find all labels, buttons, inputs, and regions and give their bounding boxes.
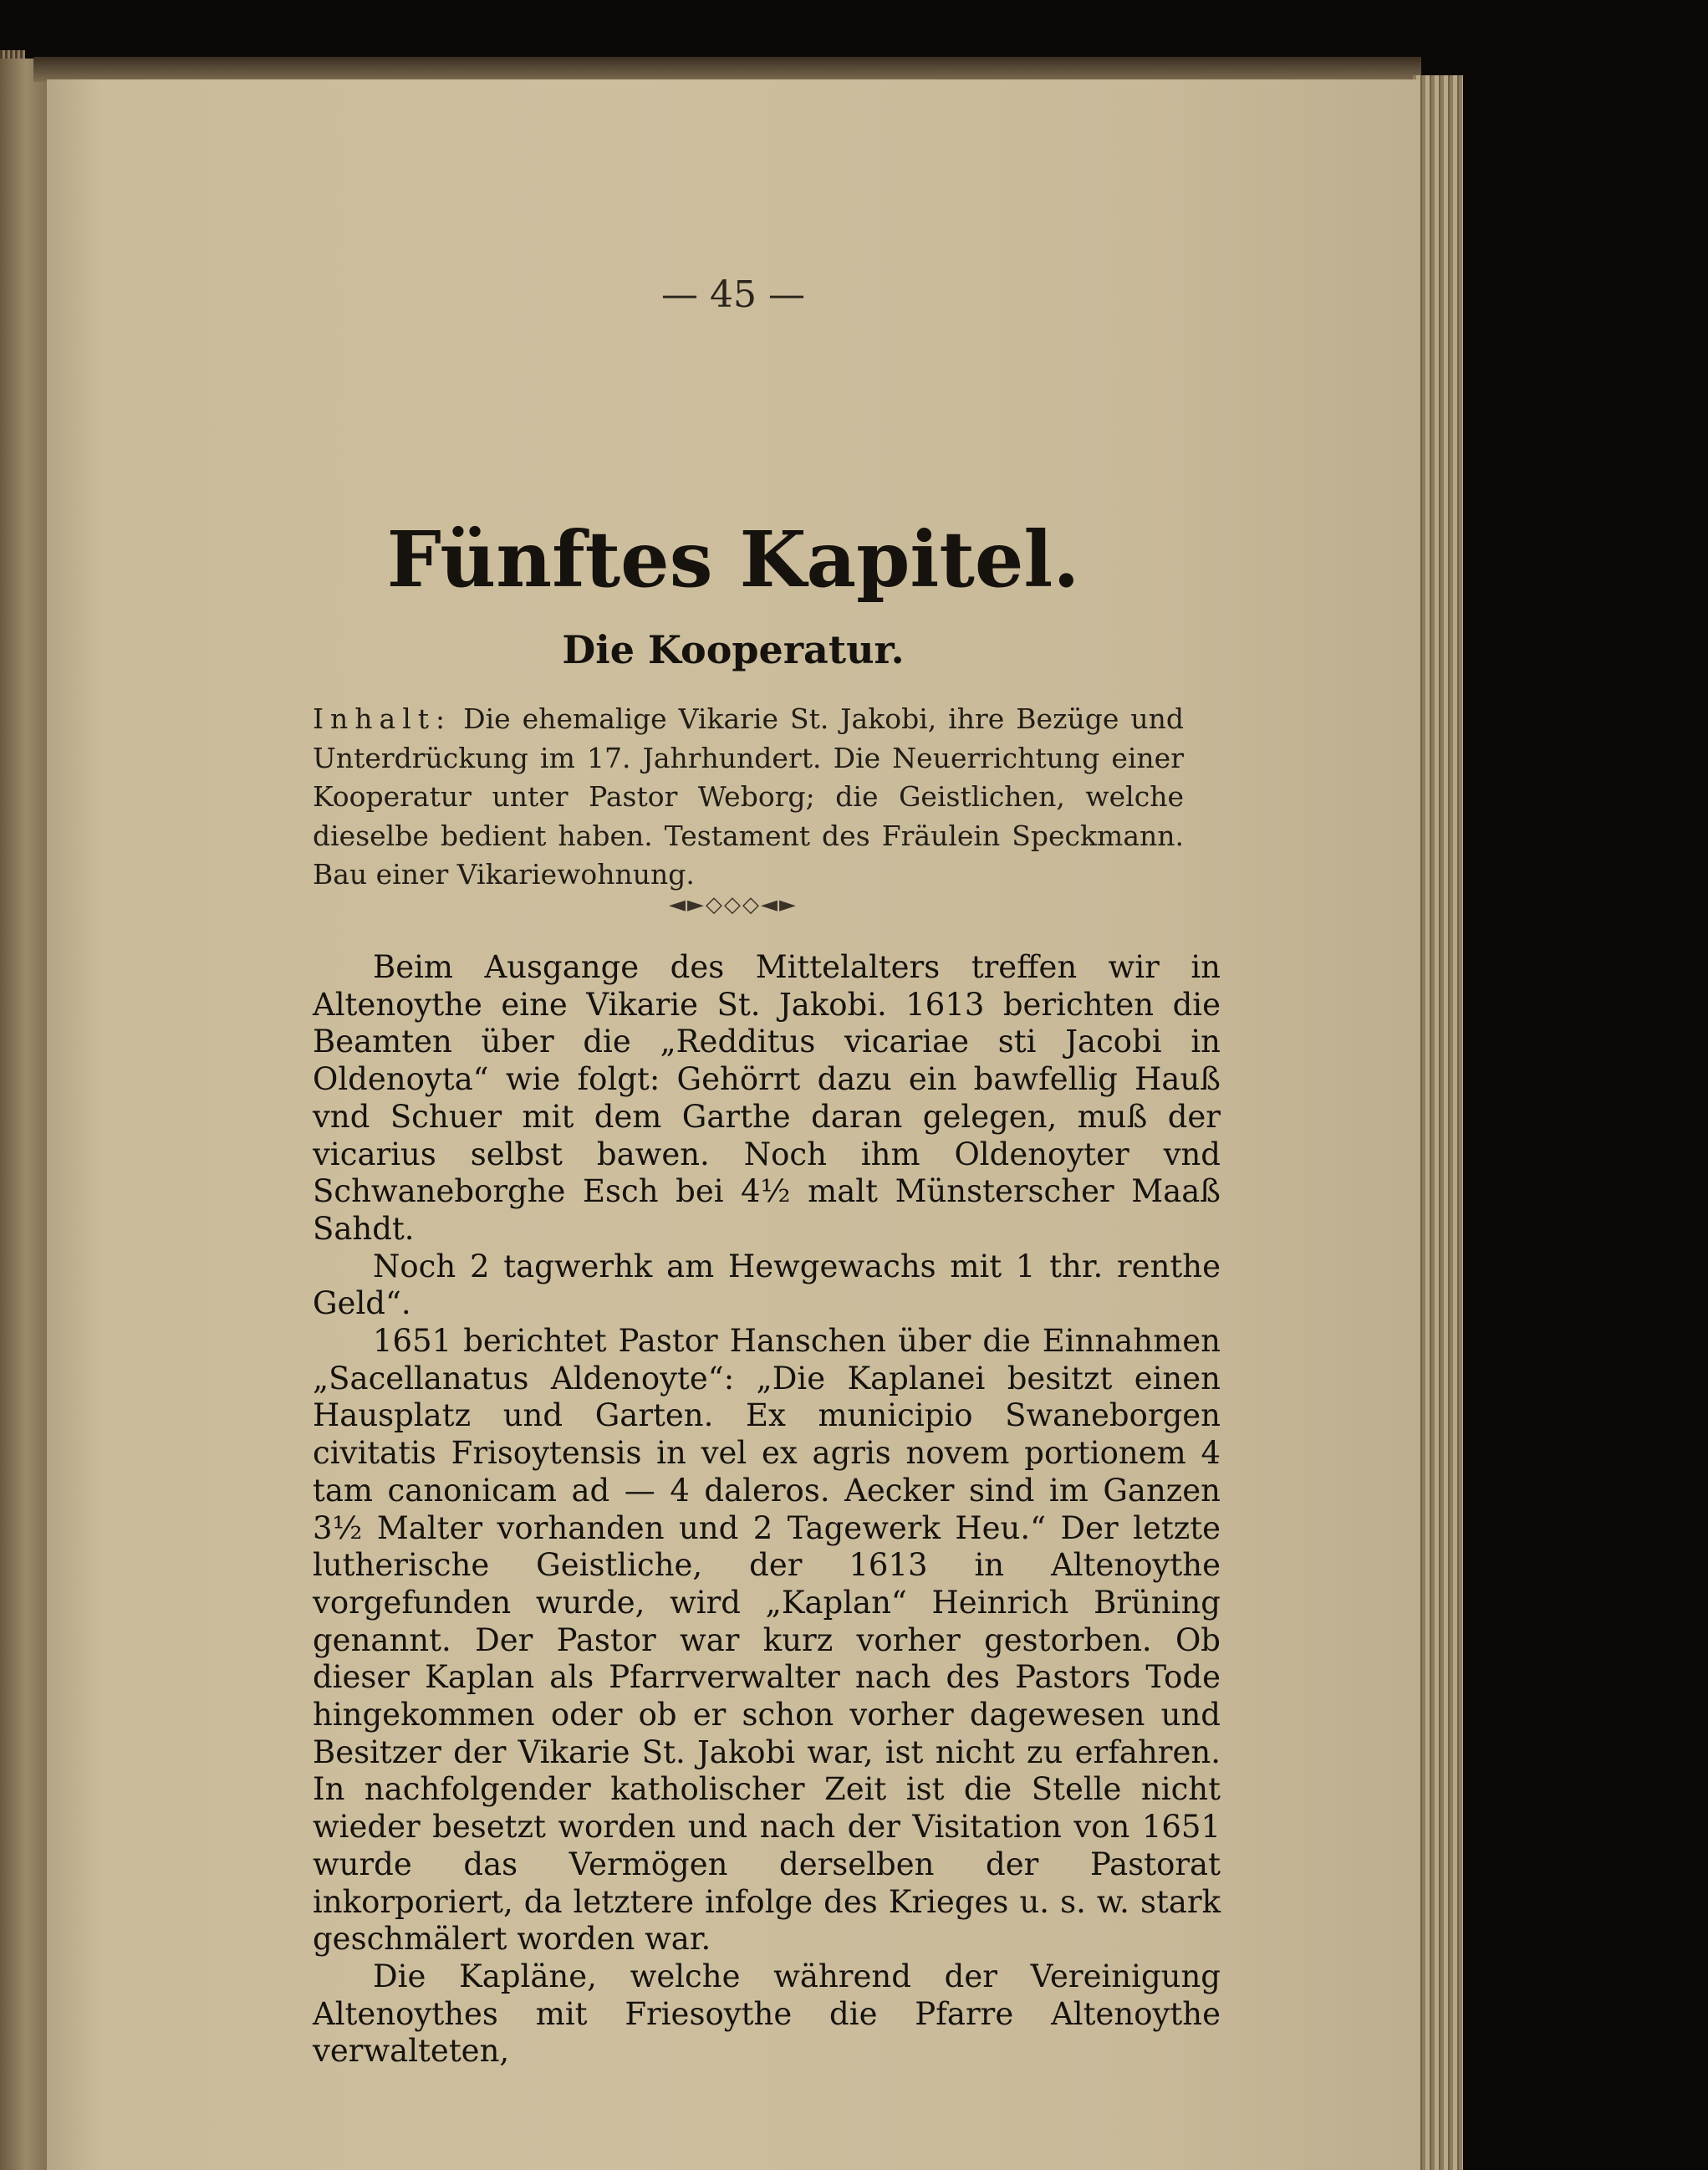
chapter-title: Fünftes Kapitel. [386,514,1080,605]
paragraph: 1651 berichtet Pastor Hanschen über die Einnahmen „Sacellanatus Aldenoyte“: „Die Kaplanei besitzt einen Hausplatz und Garten. Ex municipio Swaneborgen civitatis Frisoytensis in vel ex agris novem portionem 4 tam canonicam ad — 4 daleros. Aecker sind im Ganzen 3½ Malter vorhanden und 2 Tagewerk Heu.“ Der letzte lutherische Geistliche, der 1613 in Altenoythe vorgefunden wurde, wird „Kaplan“ Heinrich Brüning genannt. Der Pastor war kurz vorher gestorben. Ob dieser Kaplan als Pfarrverwalter nach des Pastors Tode hingekommen oder ob er schon vorher dagewesen und Besitzer der Vikarie St. Jakobi war, ist nicht zu erfahren. In nachfolgender katholischer Zeit ist die Stelle nicht wieder besetzt worden und nach der Visitation von 1651 wurde das Vermögen derselben der Pastorat inkorporiert, da letztere infolge des Krieges u. s. w. stark geschmälert worden war. [313,1323,1221,1958]
page-edges [1413,75,1463,2170]
book-page [47,79,1420,2170]
summary-text: Die ehemalige Vikarie St. Jakobi, ihre Bezüge und Unterdrückung im 17. Jahrhundert. Die Neuerrichtung einer Kooperatur unter Pastor Weborg; die Geistlichen, welche dieselbe bedient haben. Testament des Fräulein Speckmann. Bau einer Vikariewohnung. [313,702,1184,891]
chapter-summary [313,700,1184,895]
book-cover-edge [33,57,1421,82]
section-ornament: ◄►◇◇◇◄► [669,892,798,917]
paragraph: Beim Ausgange des Mittelalters treffen wir in Altenoythe eine Vikarie St. Jakobi. 1613 berichten die Beamten über die „Redditus vicariae sti Jacobi in Oldenoyta“ wie folgt: Gehörrt dazu ein bawfellig Hauß vnd Schuer mit dem Garthe daran gelegen, muß der vicarius selbst bawen. Noch ihm Oldenoyter vnd Schwaneborghe Esch bei 4½ malt Münsterscher Maaß Sahdt. [313,949,1221,1247]
chapter-subtitle: Die Kooperatur. [562,627,905,672]
paragraph: Noch 2 tagwerhk am Hewgewachs mit 1 thr. renthe Geld“. [313,1248,1221,1322]
body-text [313,949,1221,2070]
summary-lead: Inhalt: [313,702,452,735]
left-facing-page [0,59,52,2170]
page-number: — 45 — [661,273,805,316]
paragraph: Die Kapläne, welche während der Vereinigung Altenoythes mit Friesoythe die Pfarre Altenoythe verwalteten, [313,1958,1221,2070]
